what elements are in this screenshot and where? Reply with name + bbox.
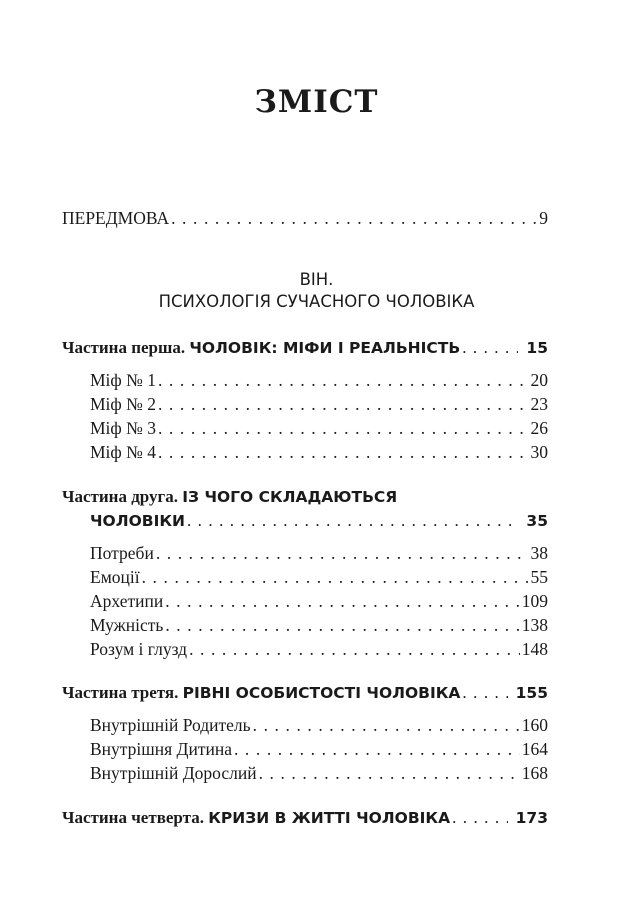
toc-part-label [62,808,450,828]
dot-leader [158,418,529,439]
dot-leader [158,370,529,391]
dot-leader [234,739,520,760]
part-prefix: Частина друга. [62,487,179,506]
toc-part-2[interactable] [62,487,548,511]
dot-leader [259,763,520,784]
toc-entry-page: 168 [521,763,548,783]
part-title: ЧОЛОВІК: МІФИ І РЕАЛЬНІСТЬ [189,339,461,357]
part-title-continued: ЧОЛОВІКИ [90,512,185,530]
part-prefix: Частина третя. [62,683,179,702]
toc-entry-label: Міф № 3 [90,418,156,438]
toc-entry-page: 26 [530,418,548,438]
dot-leader [462,338,518,358]
toc-part-1[interactable] [62,338,548,362]
toc-entry-label: Внутрішній Родитель [90,715,251,735]
dot-leader [165,615,519,636]
toc-entry[interactable] [90,739,548,763]
toc-entry-page: 55 [530,567,548,587]
toc-entry-label: Міф № 4 [90,442,156,462]
dot-leader [158,394,529,415]
toc-entry[interactable] [90,394,548,418]
toc-entry-page: 30 [530,442,548,462]
toc-entry-label: Внутрішній Дорослий [90,763,257,783]
toc-entry[interactable] [90,615,548,639]
toc-part-label [62,338,460,358]
toc-entry-page: 160 [521,715,548,735]
toc-entry-page: 23 [530,394,548,414]
toc-entry[interactable] [90,763,548,787]
toc-entry-page: 109 [521,591,548,611]
toc-part-4[interactable] [62,808,548,832]
toc-entry-page: 148 [521,639,548,659]
section-heading-line1: ВІН. [299,270,334,289]
toc-entry-label: ПЕРЕДМОВА [62,208,170,228]
part-title: ІЗ ЧОГО СКЛАДАЮТЬСЯ [182,488,398,506]
toc-entry-preface[interactable] [62,208,548,232]
toc-entry-label: Потреби [90,543,154,563]
toc-part-label [90,511,185,531]
toc-entry[interactable] [90,370,548,394]
toc-part-page: 173 [515,809,548,827]
toc-part-label [62,487,397,507]
toc-entry[interactable] [90,418,548,442]
toc-entry[interactable] [90,442,548,466]
dot-leader [142,567,529,588]
toc-entry-label: Архетипи [90,591,164,611]
dot-leader [253,715,520,736]
toc-part-3[interactable] [62,683,548,707]
toc-entry[interactable] [90,639,548,663]
dot-leader [462,683,507,703]
dot-leader [187,511,518,531]
toc-entry-label: Внутрішня Дитина [90,739,232,759]
toc-entry[interactable] [90,543,548,567]
toc-entry-page: 9 [539,208,548,228]
toc-entry-label: Міф № 2 [90,394,156,414]
toc-entry-label: Емоції [90,567,140,587]
toc-entry-label: Розум і глузд [90,639,188,659]
toc-part-page: 15 [526,339,548,357]
toc-entry-page: 138 [521,615,548,635]
dot-leader [452,808,508,828]
toc-entry[interactable] [90,591,548,615]
dot-leader [165,591,520,612]
dot-leader [171,208,537,229]
toc-entry[interactable] [90,715,548,739]
part-prefix: Частина перша. [62,338,186,357]
dot-leader [189,639,520,660]
part-title: РІВНІ ОСОБИСТОСТІ ЧОЛОВІКА [182,684,461,702]
dot-leader [158,442,529,463]
page-title: ЗМІСТ [254,84,379,120]
toc-part-page: 35 [526,512,548,530]
toc-entry-page: 38 [530,543,548,563]
toc-entry-label: Мужність [90,615,164,635]
part-title: КРИЗИ В ЖИТТІ ЧОЛОВІКА [208,809,451,827]
toc-part-2-continued[interactable] [90,511,548,535]
part-prefix: Частина четверта. [62,808,204,827]
toc-part-page: 155 [515,684,548,702]
toc-entry-label: Міф № 1 [90,370,156,390]
toc-entry-page: 164 [521,739,548,759]
toc-entry[interactable] [90,567,548,591]
dot-leader [156,543,529,564]
toc-part-label [62,683,460,703]
section-heading-line2: ПСИХОЛОГІЯ СУЧАСНОГО ЧОЛОВІКА [158,292,475,311]
toc-entry-page: 20 [530,370,548,390]
